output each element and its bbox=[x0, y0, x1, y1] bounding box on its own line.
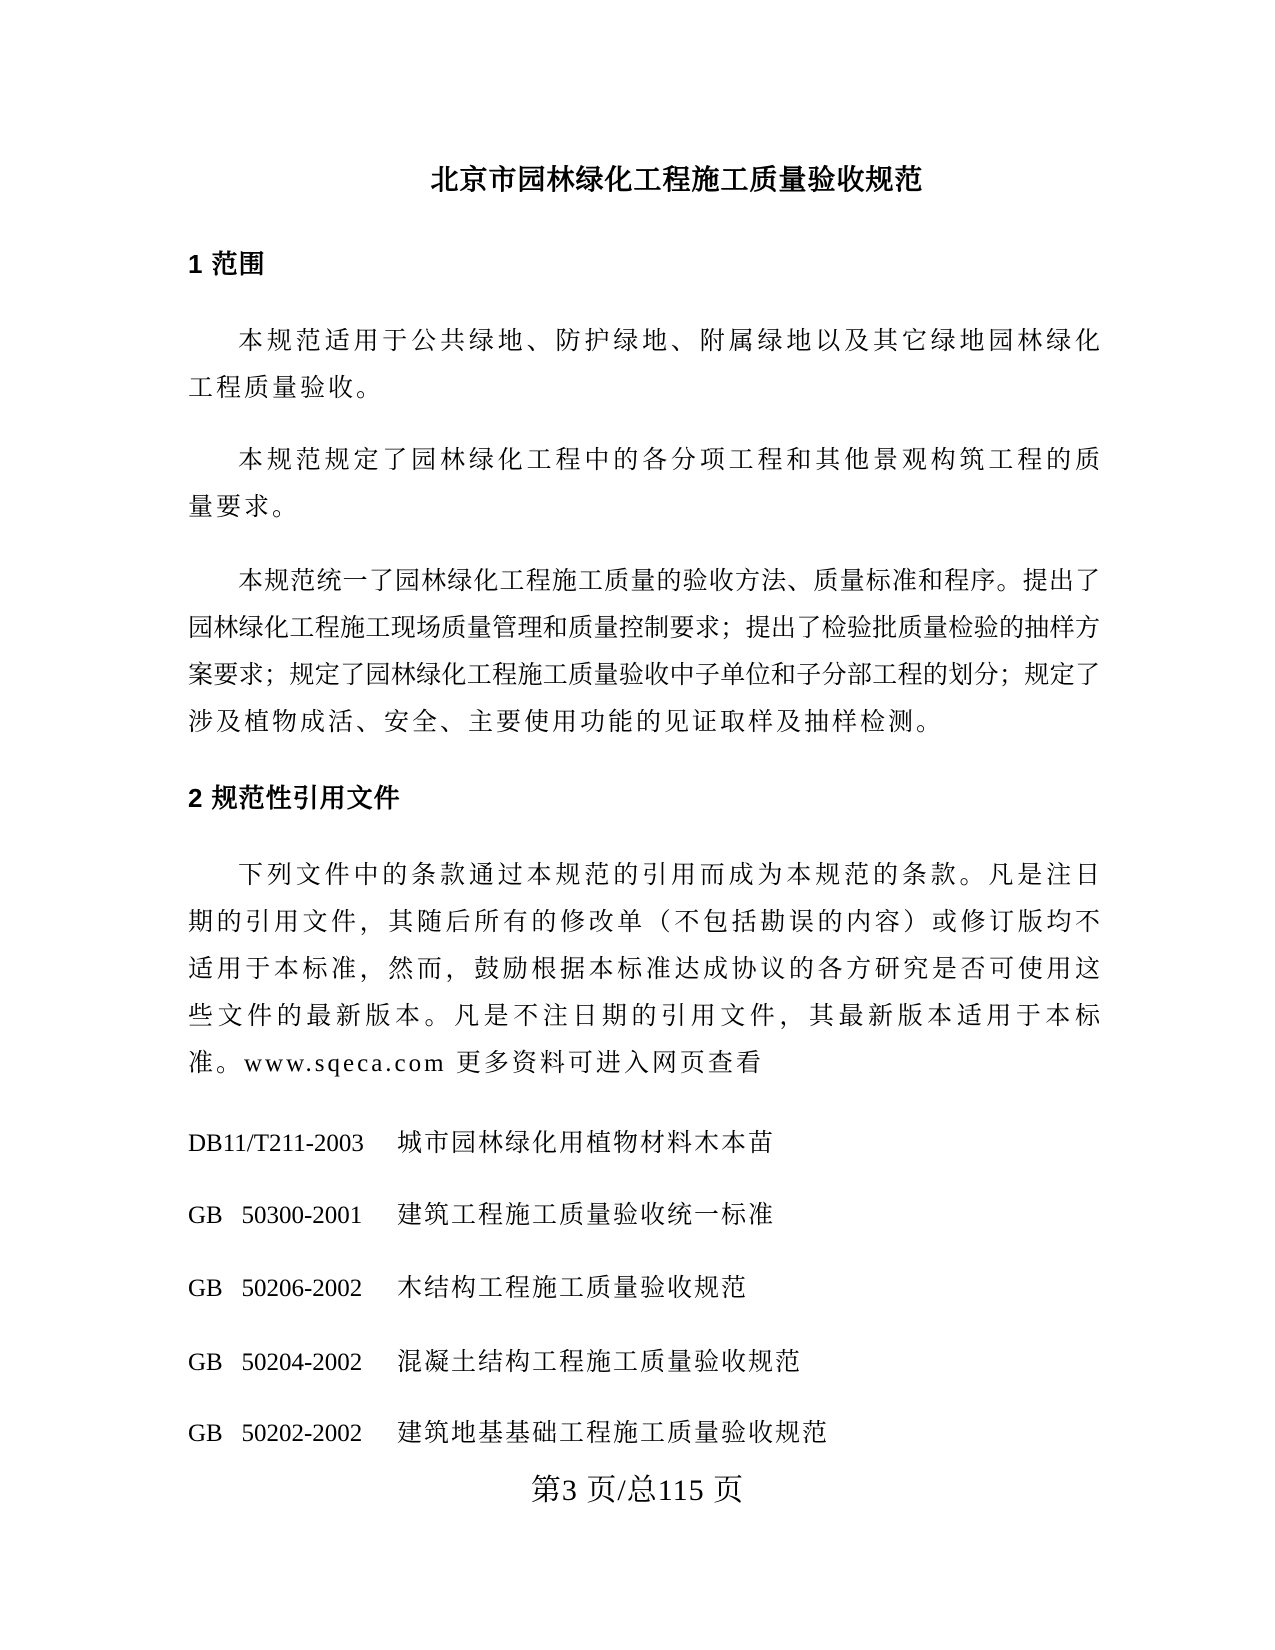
text-line: 本规范规定了园林绿化工程中的各分项工程和其他景观构筑工程的质 bbox=[238, 447, 1100, 474]
text-line: 工程质量验收。 bbox=[188, 375, 385, 402]
section-heading-2: 2 规范性引用文件 bbox=[188, 783, 401, 813]
reference-code: GB 50206-2002 bbox=[188, 1275, 363, 1302]
document-title: 北京市园林绿化工程施工质量验收规范 bbox=[430, 164, 924, 195]
section-heading-1: 1 范围 bbox=[188, 249, 266, 279]
reference-code: GB 50202-2002 bbox=[188, 1420, 363, 1447]
reference-code: DB11/T211-2003 bbox=[188, 1130, 364, 1157]
paragraph-references-intro bbox=[188, 852, 1100, 1087]
reference-title: 城市园林绿化用植物材料木本苗 bbox=[397, 1130, 776, 1157]
text-line: 园林绿化工程施工现场质量管理和质量控制要求；提出了检验批质量检验的抽样方 bbox=[188, 615, 1100, 642]
reference-row bbox=[188, 1129, 1100, 1159]
paragraph-scope-3 bbox=[188, 558, 1100, 746]
paragraph-scope-1 bbox=[188, 318, 1100, 412]
reference-code: GB 50204-2002 bbox=[188, 1349, 363, 1376]
paragraph-scope-2 bbox=[188, 437, 1100, 531]
text-line: 量要求。 bbox=[188, 494, 301, 521]
text-line: 准。www.sqeca.com 更多资料可进入网页查看 bbox=[188, 1050, 764, 1077]
text-line: 期的引用文件，其随后所有的修改单（不包括勘误的内容）或修订版均不 bbox=[188, 909, 1100, 936]
reference-row bbox=[188, 1348, 1100, 1378]
text-line: 本规范适用于公共绿地、防护绿地、附属绿地以及其它绿地园林绿化 bbox=[238, 328, 1100, 355]
reference-code: GB 50300-2001 bbox=[188, 1202, 363, 1229]
text-line: 本规范统一了园林绿化工程施工质量的验收方法、质量标准和程序。提出了 bbox=[238, 568, 1100, 595]
text-line: 涉及植物成活、安全、主要使用功能的见证取样及抽样检测。 bbox=[188, 709, 945, 736]
reference-title: 建筑地基基础工程施工质量验收规范 bbox=[397, 1420, 830, 1447]
text-line: 些文件的最新版本。凡是不注日期的引用文件，其最新版本适用于本标 bbox=[188, 1003, 1100, 1030]
reference-row bbox=[188, 1274, 1100, 1304]
text-line: 案要求；规定了园林绿化工程施工质量验收中子单位和子分部工程的划分；规定了 bbox=[188, 662, 1100, 689]
reference-title: 木结构工程施工质量验收规范 bbox=[397, 1275, 749, 1302]
text-line: 适用于本标准，然而，鼓励根据本标准达成协议的各方研究是否可使用这 bbox=[188, 956, 1100, 983]
text-line: 下列文件中的条款通过本规范的引用而成为本规范的条款。凡是注日 bbox=[238, 862, 1100, 889]
reference-row bbox=[188, 1201, 1100, 1231]
reference-title: 混凝土结构工程施工质量验收规范 bbox=[397, 1349, 803, 1376]
reference-title: 建筑工程施工质量验收统一标准 bbox=[397, 1202, 776, 1229]
reference-row bbox=[188, 1419, 1100, 1449]
page-number: 第3 页/总115 页 bbox=[530, 1474, 745, 1507]
